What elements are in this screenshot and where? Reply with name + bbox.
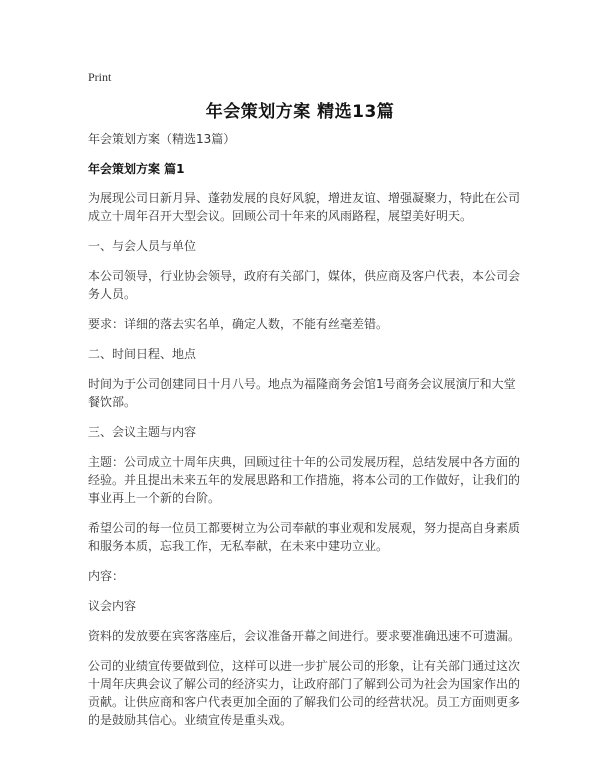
requirement-paragraph: 要求：详细的落去实名单，确定人数，不能有丝毫差错。 <box>88 317 389 331</box>
document-body <box>88 130 520 741</box>
page-title: 年会策划方案 精选13篇 <box>205 102 395 122</box>
agenda-label: 议会内容 <box>88 599 137 613</box>
print-label[interactable]: Print <box>88 70 112 84</box>
heading-attendees: 一、与会人员与单位 <box>88 239 197 253</box>
intro-paragraph: 为展现公司日新月异、蓬勃发展的良好风貌，增进友谊、增强凝聚力，特此在公司成立十周年召开大型会议。回顾公司十年来的风雨路程，展望美好明天。 <box>88 191 521 223</box>
theme-paragraph: 主题：公司成立十周年庆典，回顾过往十年的公司发展历程，总结发展中各方面的经验。并且提出未来五年的发展思路和工作措施，将本公司的工作做好，让我们的事业再上一个新的台阶。 <box>88 455 521 505</box>
time-place-paragraph: 时间为于公司创建同日十月八号。地点为福隆商务会馆1号商务会议展演厅和大堂餐饮部。 <box>88 377 516 409</box>
document-subtitle: 年会策划方案（精选13篇） <box>88 132 236 146</box>
publicity-paragraph: 公司的业绩宣传要做到位，这样可以进一步扩展公司的形象，让有关部门通过这次十周年庆典会议了解公司的经济实力，让政府部门了解到公司为社会为国家作出的贡献。让供应商和客户代表更加全面的了解我们公司的经营状况。员工方面则更多的是鼓励其信心。业绩宣传是重头戏。 <box>88 659 521 727</box>
attendees-paragraph: 本公司领导，行业协会领导，政府有关部门，媒体，供应商及客户代表，本公司会务人员。 <box>88 269 521 301</box>
heading-theme: 三、会议主题与内容 <box>88 425 197 439</box>
section-heading: 年会策划方案 篇1 <box>88 162 185 176</box>
heading-time-place: 二、时间日程、地点 <box>88 347 197 361</box>
hope-paragraph: 希望公司的每一位员工都要树立为公司奉献的事业观和发展观，努力提高自身素质和服务本质，忘我工作，无私奉献，在未来中建功立业。 <box>88 521 521 553</box>
content-label: 内容： <box>88 569 125 583</box>
materials-paragraph: 资料的发放要在宾客落座后，会议准备开幕之间进行。要求要准确迅速不可遗漏。 <box>88 629 521 643</box>
